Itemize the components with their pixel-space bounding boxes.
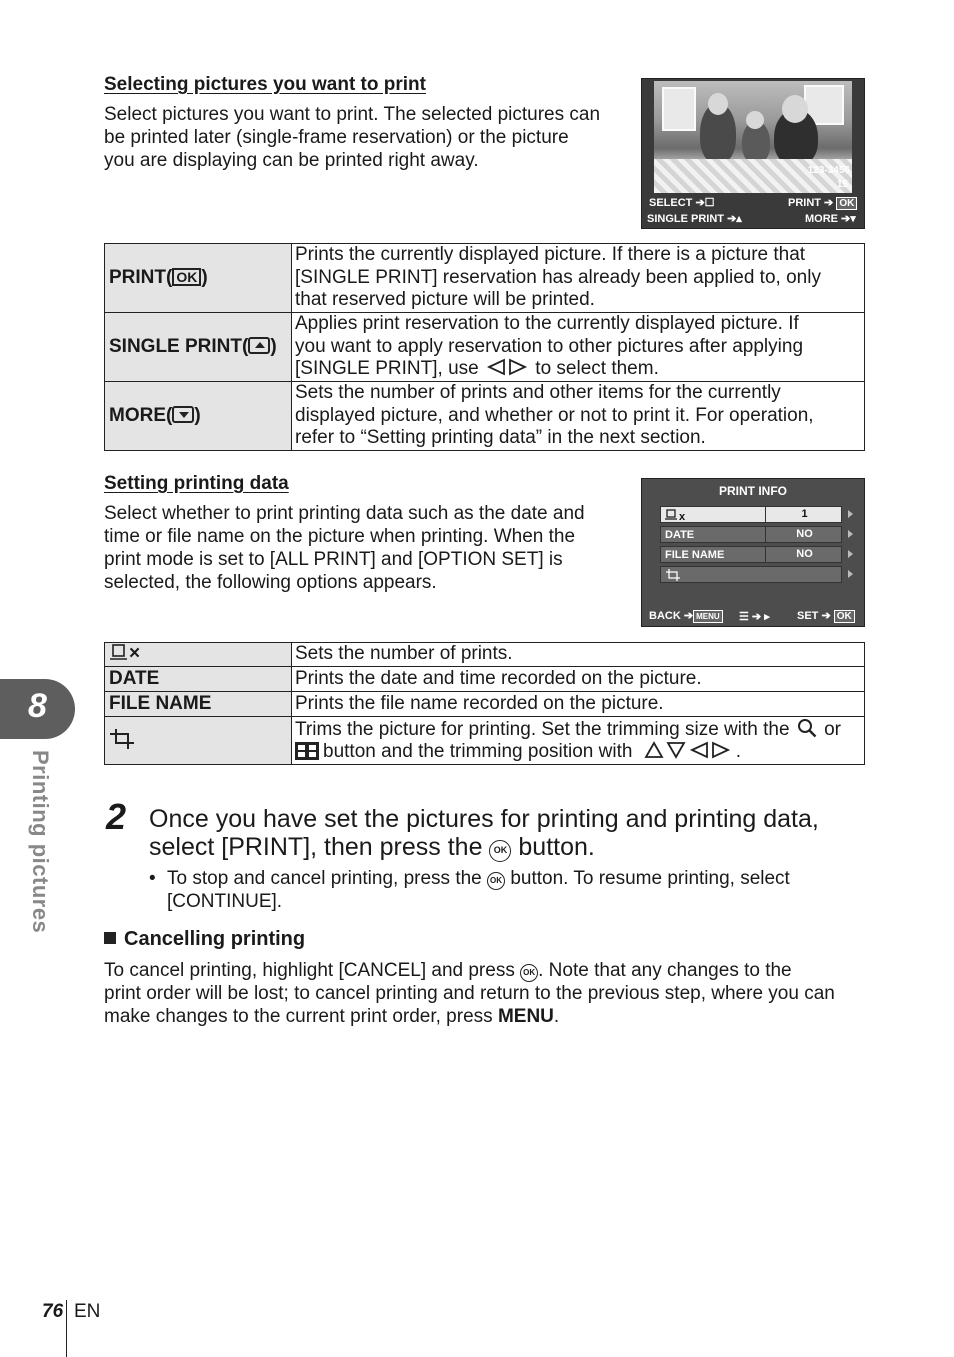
table-row [105,692,865,717]
row-label-date: DATE [105,667,292,692]
left-right-arrows-icon [487,358,527,376]
step-number: 2 [106,796,127,837]
up-button-icon [248,337,270,354]
four-way-arrows-icon [644,741,736,759]
print-info-row-copies: x 1 [660,506,842,523]
row-desc-print: Prints the currently displayed picture. If there is a picture that [SINGLE PRINT] reservation has already been applied to, only that reserved picture will be printed. [292,244,865,313]
body-line: Select pictures you want to print. The selected pictures can [104,104,601,125]
printing-data-table [104,642,865,765]
body-line: time or file name on the picture when printing. When the [104,526,576,547]
table-row [105,313,865,382]
ok-button-icon: OK [172,268,201,286]
chapter-number: 8 [28,687,47,725]
footer-divider [66,1300,67,1357]
print-copies-icon [109,644,129,662]
more-label: MORE ➔▾ [805,213,856,225]
menu-button-label: MENU [497,1006,554,1027]
square-bullet-icon [104,932,116,944]
cancel-heading: Cancelling printing [104,928,305,951]
chapter-tab [0,679,75,739]
zoom-icon [797,718,817,738]
print-info-title: PRINT INFO [719,484,787,498]
row-label-more: MORE( ) [105,382,292,451]
body-line: print mode is set to [ALL PRINT] and [OPTION SET] is [104,549,563,570]
back-label: BACK ➔ MENU [649,609,723,623]
print-options-table [104,243,865,451]
row-label-single-print: SINGLE PRINT( ) [105,313,292,382]
row-label-trim [105,717,292,765]
section-title-printing-data: Setting printing data [104,473,289,494]
camera-screen-print-info [641,478,865,627]
ok-button-icon: OK [487,872,505,890]
step-instruction: Once you have set the pictures for printing and printing data, select [PRINT], then press the OK button. [149,805,819,861]
section-title-selecting: Selecting pictures you want to print [104,74,426,95]
row-desc-file-name: Prints the file name recorded on the picture. [292,692,865,717]
section-body-selecting [104,103,629,172]
print-info-row-file-name: FILE NAME NO [660,546,842,563]
single-print-label: SINGLE PRINT ➔▴ [647,213,742,225]
table-row [105,244,865,313]
print-info-row-trim [660,566,842,583]
row-desc-trim: Trims the picture for printing. Set the trimming size with the or button and the trimming position with . [292,717,865,765]
section-body-printing-data [104,502,629,594]
row-desc-date: Prints the date and time recorded on the picture. [292,667,865,692]
row-desc-single-print: Applies print reservation to the currently displayed picture. If you want to apply reservation to other pictures after applying [SINGLE PRINT], use to select them. [292,313,865,382]
select-label: SELECT ➔☐ [649,197,715,209]
row-label-copies: × [105,643,292,667]
page-number: 76 [42,1301,64,1322]
body-line: Select whether to print printing data such as the date and [104,503,585,524]
cancel-body: To cancel printing, highlight [CANCEL] and press OK . Note that any changes to the print order will be lost; to cancel printing and return to the previous step, where you can make changes to the current print order, press MENU. [104,960,835,1027]
file-number: 123-3456 [807,165,850,176]
table-row [105,717,865,765]
camera-screen-print-select [641,78,865,229]
print-info-row-date: DATE NO [660,526,842,543]
set-label: SET ➔ OK [797,609,855,623]
chapter-label: Printing pictures [28,750,53,934]
trim-icon [665,569,681,581]
row-desc-more: Sets the number of prints and other items for the currently displayed picture, and whether or not to print it. For operation, refer to “Setting printing data” in the next section. [292,382,865,451]
table-row [105,643,865,667]
row-label-file-name: FILE NAME [105,692,292,717]
row-desc-copies: Sets the number of prints. [292,643,865,667]
edit-hint: ☰ ➔ ▸ [739,611,770,623]
index-view-icon [295,742,319,760]
print-copies-icon [665,509,679,521]
body-line: be printed later (single-frame reservation) or the picture [104,127,569,148]
body-line: selected, the following options appears. [104,572,437,593]
table-row [105,382,865,451]
table-row [105,667,865,692]
row-label-print: PRINT( OK ) [105,244,292,313]
ok-button-icon: OK [520,964,538,982]
down-button-icon [172,406,194,423]
ok-button-icon: OK [489,840,511,862]
language-label: EN [74,1301,101,1322]
step-bullet: • To stop and cancel printing, press the OK button. To resume printing, select [CONTINUE]. [149,868,790,912]
frame-count: 15 [836,179,848,190]
trim-icon [109,728,135,750]
sample-photo [654,81,852,193]
print-label: PRINT ➔ OK [788,196,857,210]
body-line: you are displaying can be printed right away. [104,150,479,171]
